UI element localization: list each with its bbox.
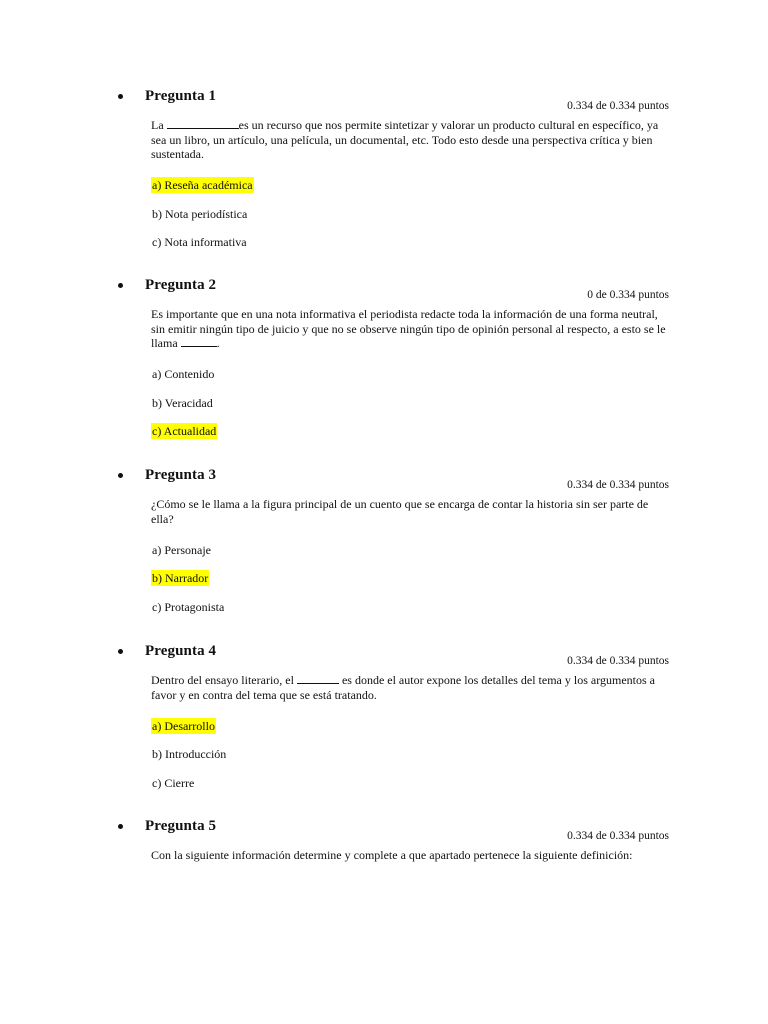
option-label: c) Actualidad — [152, 424, 217, 438]
question-title: Pregunta 2 — [145, 276, 217, 293]
option-label: a) Personaje — [152, 543, 211, 557]
option-label: b) Nota periodística — [152, 207, 248, 221]
option-label: c) Nota informativa — [152, 235, 247, 249]
option-label: b) Introducción — [152, 747, 227, 761]
question-body — [151, 497, 671, 614]
option-label: b) Narrador — [152, 571, 209, 585]
question-score: 0 de 0.334 puntos — [587, 289, 669, 301]
question-header — [118, 86, 216, 106]
answer-blank — [181, 336, 217, 347]
option-b[interactable] — [151, 396, 214, 411]
question-text — [151, 848, 671, 863]
option-a[interactable] — [151, 719, 216, 734]
question-title: Pregunta 5 — [145, 817, 217, 834]
answer-blank — [167, 118, 239, 129]
question-text-before: Dentro del ensayo literario, el — [151, 673, 297, 687]
option-c[interactable] — [151, 600, 225, 615]
option-label: a) Reseña académica — [152, 178, 253, 192]
question-header — [118, 275, 216, 295]
question-text — [151, 673, 671, 702]
option-b[interactable] — [151, 571, 209, 586]
option-a[interactable] — [151, 367, 215, 382]
question-text — [151, 307, 671, 351]
bullet-icon — [118, 473, 123, 478]
question-score: 0.334 de 0.334 puntos — [567, 830, 669, 842]
question-header — [118, 465, 216, 485]
question-text-after: . — [216, 336, 220, 350]
question-header — [118, 816, 216, 836]
option-b[interactable] — [151, 207, 248, 222]
option-a[interactable] — [151, 178, 254, 193]
question-body — [151, 307, 671, 438]
question-text-before: Es importante que en una nota informativa el periodista redacte toda la información de una forma neutral, sin emitir ningún tipo de juicio y que no se observe ningún tipo de opinión personal al respecto, a esto se le llama — [151, 307, 666, 350]
bullet-icon — [118, 649, 123, 654]
answer-blank — [297, 673, 339, 684]
question-title: Pregunta 1 — [145, 87, 217, 104]
option-c[interactable] — [151, 776, 195, 791]
option-label: a) Desarrollo — [152, 719, 215, 733]
option-label: a) Contenido — [152, 367, 215, 381]
question-score: 0.334 de 0.334 puntos — [567, 100, 669, 112]
question-title: Pregunta 4 — [145, 642, 217, 659]
bullet-icon — [118, 94, 123, 99]
bullet-icon — [118, 824, 123, 829]
question-title: Pregunta 3 — [145, 466, 217, 483]
option-label: c) Cierre — [152, 776, 195, 790]
bullet-icon — [118, 283, 123, 288]
question-text-before: ¿Cómo se le llama a la figura principal de un cuento que se encarga de contar la historia sin ser parte de ella? — [151, 497, 649, 526]
question-text-after: es donde el autor expone los detalles del tema y los argumentos a favor y en contra del tema que se está tratando. — [151, 673, 655, 702]
question-text-after: es un recurso que nos permite sintetizar y valorar un producto cultural en específico, ya sea un libro, un artículo, una película, un documental, etc. Todo esto desde una perspectiva crítica y bien sustentada. — [151, 118, 659, 161]
question-text-before: La — [151, 118, 167, 132]
question-body — [151, 673, 671, 790]
question-text-before: Con la siguiente información determine y complete a que apartado pertenece la siguiente definición: — [151, 848, 633, 862]
question-score: 0.334 de 0.334 puntos — [567, 655, 669, 667]
option-label: c) Protagonista — [152, 600, 225, 614]
option-c[interactable] — [151, 235, 248, 250]
question-text — [151, 497, 671, 526]
option-label: b) Veracidad — [152, 396, 213, 410]
option-b[interactable] — [151, 747, 227, 762]
question-header — [118, 641, 216, 661]
option-c[interactable] — [151, 424, 217, 439]
option-a[interactable] — [151, 543, 212, 558]
question-score: 0.334 de 0.334 puntos — [567, 479, 669, 491]
question-text — [151, 118, 671, 162]
question-body — [151, 848, 671, 863]
question-body — [151, 118, 671, 249]
